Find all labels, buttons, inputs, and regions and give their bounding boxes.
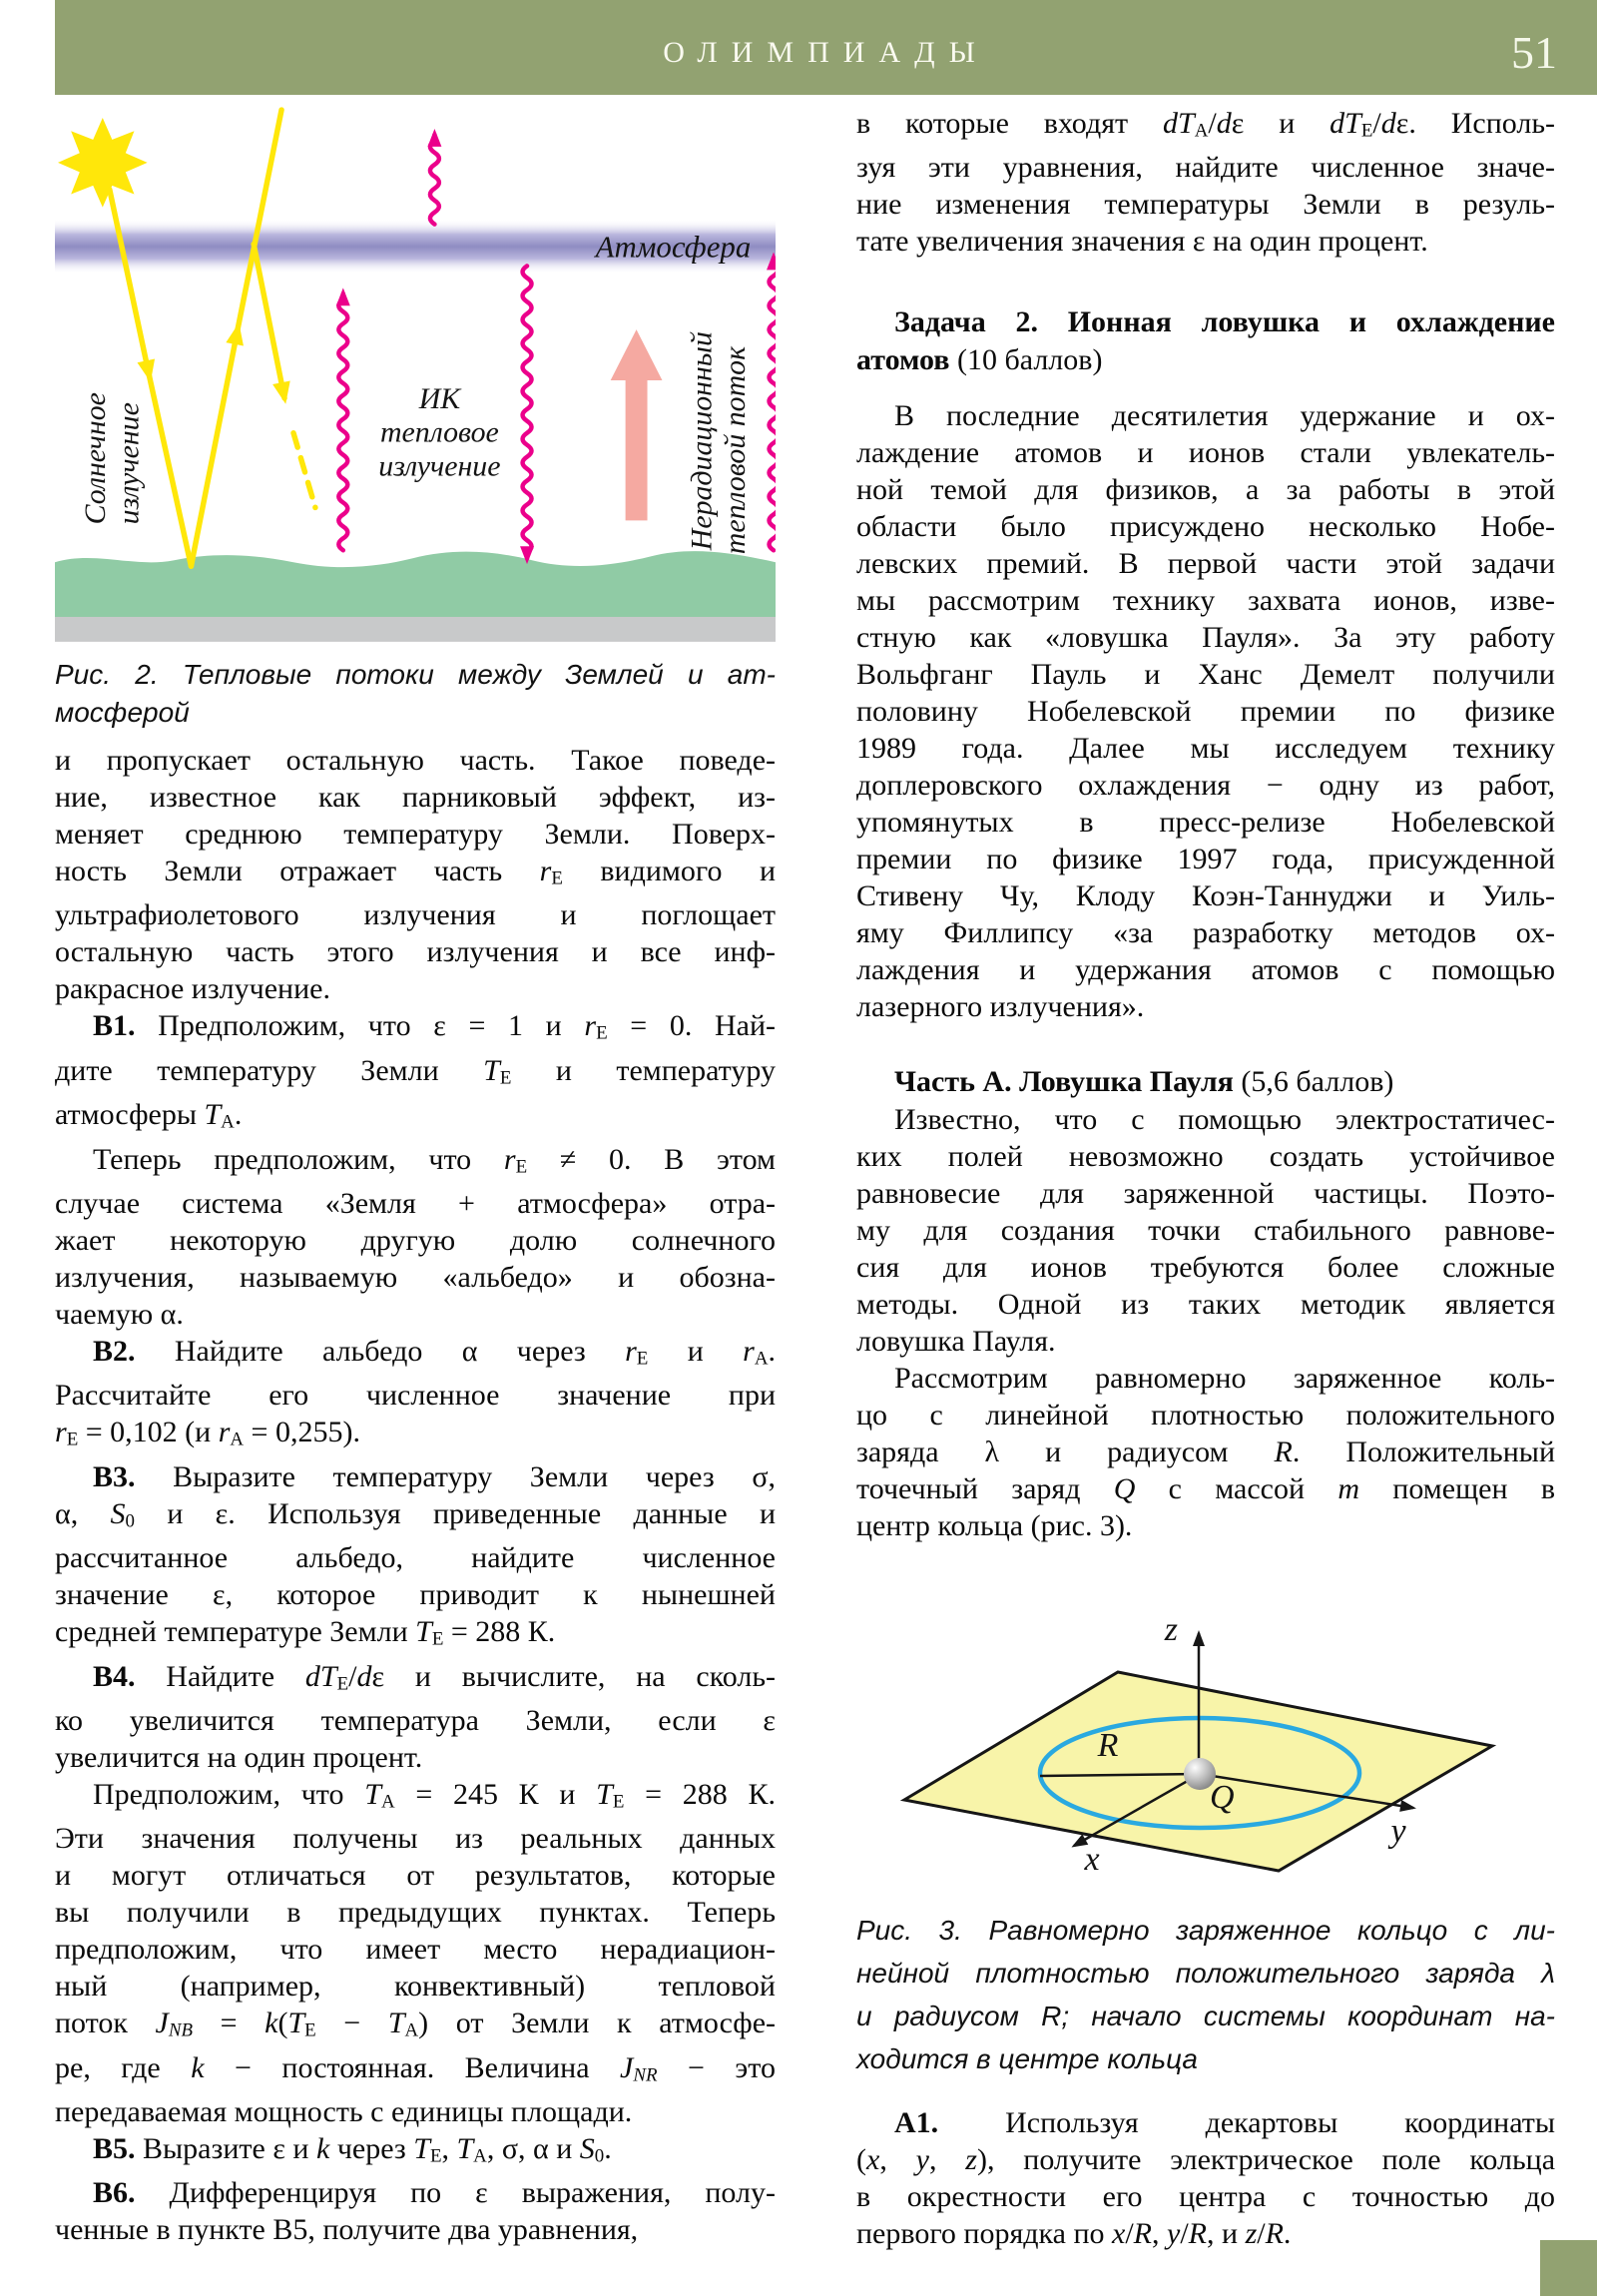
paragraph-a1: А1. Используя декартовы координаты (x, y, z), получите электрическое поле кольца в окрестности его центра с точностью до первого порядка по x/R, y/R, и z/R. (856, 2106, 1556, 2251)
sun-icon (58, 118, 148, 208)
heading-task-2: Задача 2. Ионная ловушка и охлаждение атомов (10 баллов) (856, 305, 1555, 377)
figure-2-heat-flows (55, 95, 776, 642)
ir-wave-up (338, 293, 347, 550)
paragraph-albedo-intro: Теперь предположим, что rE ≠ 0. В этом случае система «Земля + атмосфера» отра- жает некоторую другую долю солнечного излучения, называемую «альбедо» и обозна- чаемую α. (55, 1142, 776, 1331)
paragraph-b4: В4. Найдите dTE/dε и вычислите, на сколь- ко увеличится температура Земли, если ε увеличится на один процент. (55, 1659, 777, 1774)
paragraph-nonradiative: Предположим, что TA = 245 К и TE = 288 К. Эти значения получены из реальных данных и могут отличаться от результатов, которые вы получили в предыдущих пунктах. Теперь предположим, что имеет место нерадиацион- ный (например, конвективный) тепловой поток JNB = k(TE − TA) от Земли к атмосфе- ре, где k − постоянная. Величина JNR − это передаваемая мощность с единицы площади. (55, 1777, 777, 2129)
section-title: ОЛИМПИАДЫ (663, 36, 989, 69)
ground (55, 551, 776, 617)
paragraph-b6: В6. Дифференцируя по ε выражения, полу- ченные в пункте В5, получите два уравнения, (55, 2176, 776, 2247)
radius-label: R (1097, 1727, 1119, 1765)
right-column (856, 95, 1555, 2252)
left-column-text (55, 742, 776, 2248)
ir-wave-down (523, 266, 532, 558)
figure-3-charged-ring (856, 1558, 1555, 1903)
ir-label-line2: тепловое (379, 415, 499, 449)
solar-ray-reflected (191, 328, 238, 566)
nonradiative-flow-arrow (611, 329, 663, 520)
ir-label-line3: излучение (378, 449, 501, 483)
paragraph-charged-ring: Рассмотрим равномерно заряженное коль- цо с линейной плотностью положительного заряда λ и радиусом R. Положительный точечный заряд Q с массой m помещен в центр кольца (рис. 3). (856, 1362, 1556, 1543)
page-header (55, 0, 1597, 95)
paragraph-paul-trap-intro: Известно, что с помощью электростатичес- ких полей невозможно создать устойчивое равновесие для заряженной частицы. Поэто- му для создания точки стабильного равнове- сия для ионов требуются более сложные методы. Одной из таких методик является ловушка Пауля. (856, 1103, 1555, 1359)
heading-part-a: Часть А. Ловушка Пауля (5,6 баллов) (894, 1065, 1394, 1099)
solar-ray-transmitted-dashed (293, 433, 315, 508)
atmosphere-label: Атмосфера (595, 229, 752, 265)
z-axis-label: z (1164, 1611, 1178, 1649)
page-corner-accent (1540, 2240, 1597, 2296)
paragraph-b2: В2. Найдите альбедо α через rE и rA. Рассчитайте его численное значение при rE = 0,102 (и rA = 0,255). (55, 1334, 776, 1450)
figure-2-caption: Рис. 2. Тепловые потоки между Землей и ат- мосферой (55, 659, 776, 728)
ir-wave-right (770, 258, 776, 550)
nonradiative-label-line1: Нерадиационный (685, 331, 719, 551)
solar-ray-incoming-2 (150, 376, 192, 566)
figure-3-caption: Рис. 3. Равномерно заряженное кольцо с ли- нейной плотностью положительного заряда λ и радиусом R; начало системы координат на- ходится в центре кольца (856, 1915, 1555, 2075)
solar-radiation-label-line2: излучение (112, 402, 146, 525)
page-number: 51 (1511, 27, 1557, 78)
solar-ray-incoming (110, 190, 150, 376)
charge-label: Q (1210, 1779, 1235, 1817)
paragraph-b1: В1. Предположим, что ε = 1 и rE = 0. Най- дите температуру Земли TE и температуру атмосферы TA. (55, 1009, 776, 1133)
paragraph-nobel-history: В последние десятилетия удержание и ох- лаждение атомов и ионов стали увлекатель- ной темой для физиков, а за работы в этой области было присуждено несколько Нобе- левских премий. В первой части этой задачи мы рассмотрим технику захвата ионов, изве- стную как «ловушка Пауля». За эту работу Вольфганг Пауль и Ханс Демелт получили половину Нобелевской премии по физике 1989 года. Далее мы исследуем технику доплеровского охлаждения − одну из работ, упомянутых в пресс-релизе Нобелевской премии по физике 1997 года, присужденной Стивену Чу, Клоду Коэн-Таннуджи и Уиль- яму Филлипсу «за разработку методов ох- лаждения и удержания атомов с помощью лазерного излучения». (856, 399, 1555, 1024)
paragraph-b5: В5. Выразите ε и k через TE, TA, σ, α и S0. (93, 2132, 612, 2167)
ground-base (55, 617, 776, 642)
solar-radiation-label-line1: Солнечное (78, 392, 112, 525)
paragraph-b6-continued: в которые входят dTA/dε и dTE/dε. Исполь- зуя эти уравнения, найдите численное значе- ние изменения температуры Земли в резуль- тате увеличения значения ε на один процент. (856, 107, 1555, 259)
ir-label-line1: ИК (418, 381, 461, 415)
left-column (55, 95, 776, 2248)
y-axis-label: y (1390, 1813, 1406, 1851)
nonradiative-label-line2: тепловой поток (719, 345, 753, 555)
paragraph-greenhouse: и пропускает остальную часть. Такое поведе- ние, известное как парниковый эффект, из- меняет среднюю температуру Земли. Поверх- ность Земли отражает часть rE видимого и ультрафиолетового излучения и поглощает остальную часть этого излучения и все инф- ракрасное излучение. (55, 744, 777, 1006)
ir-wave-above-band (430, 135, 439, 225)
paragraph-b3: В3. Выразите температуру Земли через σ, α, S0 и ε. Используя приведенные данные и рассчитанное альбедо, найдите численное значение ε, которое приводит к нынешней средней температуре Земли TE = 288 К. (55, 1459, 776, 1650)
x-axis-label: x (1084, 1841, 1100, 1879)
